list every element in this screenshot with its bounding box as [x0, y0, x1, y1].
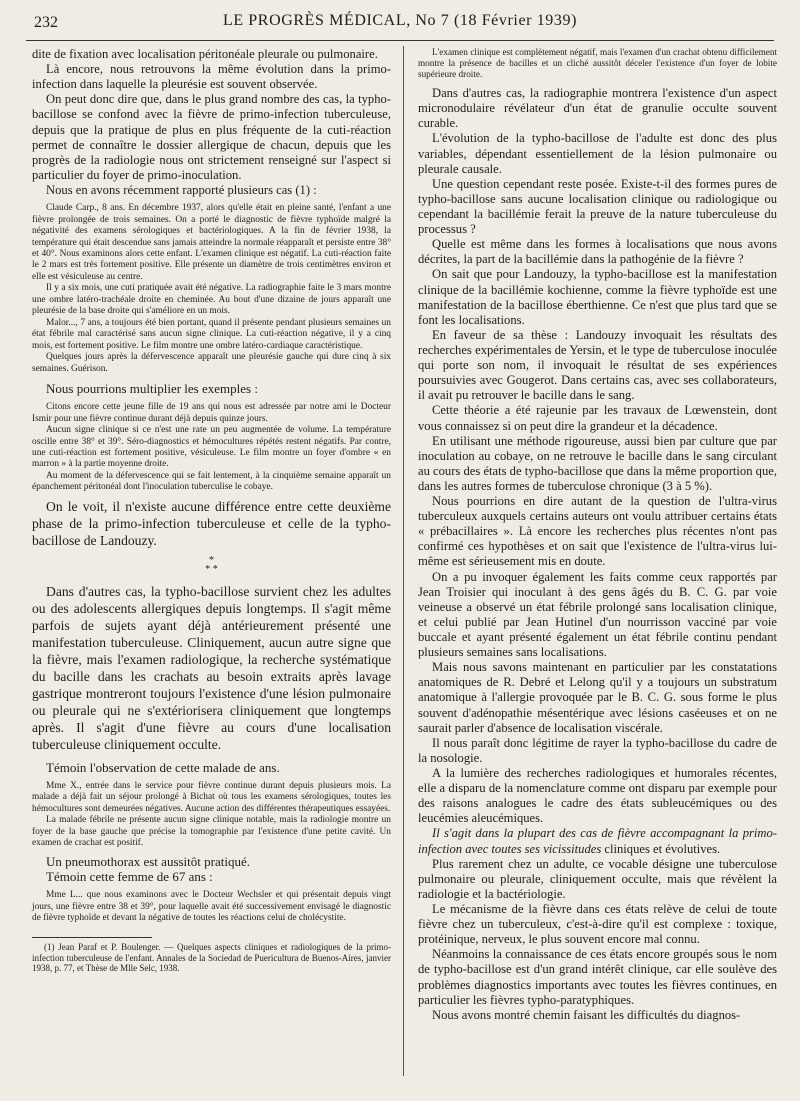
italic-emphasis: Il s'agit dans la plupart des cas de fièvre accompagnant la primo-infection avec toutes ses vicissitudes	[418, 826, 777, 856]
page-number: 232	[34, 14, 58, 31]
paragraph: En utilisant une méthode rigoureuse, aussi bien par culture que par inoculation au cobaye, on ne retrouve le bacille dans le sang circulant au cours des états de typho-bacillose que dans la même proportion que, dans les autres formes de tuberculose chronique (3 à 5 %).	[418, 433, 777, 493]
case-report: Au moment de la défervescence qui se fait lentement, à la cinquième semaine apparaît un épanchement péritonéal dont l'inoculation tuberculise le cobaye.	[32, 470, 391, 493]
case-report: Mme X., entrée dans le service pour fièvre continue durant depuis plusieurs mois. La malade a déjà fait un séjour prolongé à Bichat où tous les examens sérologiques, toutes les hémocultures sont demeurées négatives. Aucune action des différentes thérapeutiques essayées.	[32, 780, 391, 814]
page-header	[26, 12, 774, 36]
paragraph: Cette théorie a été rajeunie par les travaux de Lœwenstein, dont vous connaissez si on peut dire la grandeur et la décadence.	[418, 403, 777, 433]
section-heading: Nous pourrions multiplier les exemples :	[46, 381, 258, 397]
section-heading: Un pneumothorax est aussitôt pratiqué.	[46, 854, 250, 870]
footnote-rule	[32, 937, 152, 938]
paragraph: Dans d'autres cas, la typho-bacillose survient chez les adultes ou des adolescents allergiques depuis longtemps. Il s'agit même parfois de sujets ayant déjà antérieurement présenté une manifestation tuberculeuse. Cliniquement, aucun autre signe que la fièvre, mais l'examen radiologique, la recherche systématique du bacille dans les crachats au besoin extraits après lavage gastrique montreront toujours l'existence d'une lésion pulmonaire ou pleurale qui ne s'extériorisera cliniquement que longtemps après. Il s'agit d'une fièvre au cours d'une localisation tuberculeuse cliniquement occulte.	[32, 583, 391, 752]
section-heading: Témoin cette femme de 67 ans :	[46, 869, 213, 885]
paragraph: Nous en avons récemment rapporté plusieurs cas (1) :	[46, 182, 317, 197]
paragraph: On sait que pour Landouzy, la typho-bacillose est la manifestation clinique de la bacillémie kochienne, comme la fièvre typhoïde est une manifestation de la bacillose éberthienne. Ce n'est que plus tard que se font les localisations.	[418, 267, 777, 327]
paragraph: Plus rarement chez un adulte, ce vocable désigne une tuberculose pulmonaire ou pleurale, cliniquement occulte, mais que révèlent la radiologie et la bactériologie.	[418, 856, 777, 901]
case-report: Mme L... que nous examinons avec le Docteur Wechsler et qui présentait depuis vingt jours, une fièvre entre 38 et 39°, pour laquelle avait été successivement envisagé le diagnostic de fièvre typhoïde et devant la négative de toutes les réactions celui de cholécystite.	[32, 890, 391, 924]
column-divider	[403, 46, 404, 1076]
paragraph: Néanmoins la connaissance de ces états encore groupés sous le nom de typho-bacillose est d'un grand intérêt clinique, car elle soulève des problèmes diagnostics importants avec toutes les fièvres continues, en particulier les fièvres typho-paratyphiques.	[418, 947, 777, 1007]
paragraph: Là encore, nous retrouvons la même évolution dans la primo-infection dans laquelle la pleurésie est souvent observée.	[32, 62, 391, 92]
paragraph: Il nous paraît donc légitime de rayer la typho-bacillose du cadre de la nosologie.	[418, 735, 777, 765]
case-report: Il y a six mois, une cuti pratiquée avait été négative. La radiographie faite le 3 mars montre une ombre latéro-trachéale droite en cheminée. Au bout d'une dizaine de jours apparaît une pleurésie de la base droite qui s'améliore en un mois.	[32, 283, 391, 317]
paragraph: Nous pourrions en dire autant de la question de l'ultra-virus tuberculeux auxquels certains auteurs ont voulu attribuer certains états « prébacillaires ». Là encore les recherches plus récentes n'ont pas confirmé ces hypothèses et on sait que l'existence de l'ultra-virus lui-même est sérieusement mis en doute.	[418, 494, 777, 569]
paragraph: On peut donc dire que, dans le plus grand nombre des cas, la typho-bacillose se confond avec la fièvre de primo-infection tuberculeuse, depuis que la pratique de plus en plus fréquente de la cuti-réaction permet de connaître le dossier allergique de chacun, depuis que les progrès de la radiologie nous ont strictement renseigné sur l'aspect si particulier du foyer de primo-inoculation.	[32, 92, 391, 182]
case-report: La malade fébrile ne présente aucun signe clinique notable, mais la radiologie montre un foyer de la base gauche que précise la tomographie par l'existence d'une petite cavité. Un examen de crachat est positif.	[32, 815, 391, 849]
header-rule	[26, 40, 774, 41]
paragraph: Nous avons montré chemin faisant les difficultés du diagnos-	[432, 1007, 741, 1022]
journal-title: LE PROGRÈS MÉDICAL, No 7 (18 Février 1939)	[222, 12, 578, 29]
paragraph: A la lumière des recherches radiologiques et humorales récentes, elle a disparu de la nomenclature comme ont disparu par exemple pour des raisons analogues le cadre des états subleucémiques ou des leucémies aleucémiques.	[418, 766, 777, 826]
paragraph	[418, 826, 777, 856]
case-report: Citons encore cette jeune fille de 19 ans qui nous est adressée par notre ami le Docteur Ismir pour une fièvre continue durant déjà depuis quinze jours.	[32, 402, 391, 424]
paragraph: Le mécanisme de la fièvre dans ces états relève de celui de toute fièvre chez un tuberculeux, c'est-à-dire qu'il est complexe : toxique, protéinique, nerveux, le plus souvent encore mal connu.	[418, 902, 777, 947]
paragraph: dite de fixation avec localisation péritonéale pleurale ou pulmonaire.	[32, 47, 378, 61]
section-heading: Témoin l'observation de cette malade de ans.	[46, 759, 280, 775]
case-report: Quelques jours après la défervescence apparaît une pleurésie gauche qui dure cinq à six semaines. Guérison.	[32, 352, 391, 374]
left-column	[32, 47, 391, 974]
paragraph: Dans d'autres cas, la radiographie montrera l'existence d'un aspect micronodulaire révélateur d'un état de granulie occulte souvent curable.	[418, 86, 777, 131]
case-report: L'examen clinique est complètement négatif, mais l'examen d'un crachat obtenu difficilement montre la présence de bacilles et un cliché aussitôt déceler l'existence d'un foyer de lobite supérieure droite.	[418, 47, 777, 80]
footnote: (1) Jean Paraf et P. Boulenger. — Quelques aspects cliniques et radiologiques de la primo-infection tuberculeuse de l'enfant. Annales de la Sociedad de Puericultura de Buenos-Aires, janvier 1938, p. 77, et Thèse de Mlle Selc, 1938.	[32, 941, 391, 974]
paragraph: On a pu invoquer également les faits comme ceux rapportés par Jean Troisier qui inoculant à des gens âgés du B. C. G. par voie veineuse a observé un état fébrile prolongé sans localisation clinique, et celui publié par Jean Hutinel d'un nourrisson vacciné par voie buccale et ayant présenté également un état fébrile continu pendant plusieurs semaines sans localisations.	[418, 569, 777, 660]
text-span: cliniques et évolutives.	[601, 841, 721, 856]
paragraph: Quelle est même dans les formes à localisations que nous avons décrites, la part de la bacillémie dans la pathogénie de la fièvre ?	[418, 237, 777, 267]
paragraph: En faveur de sa thèse : Landouzy invoquait les résultats des recherches expérimentales de Yersin, et le type de tuberculose inoculée qui porte son nom, il invoquait le résultat de ses expériences poursuivies avec Gougerot. Dans certains cas, avec ses collaborateurs, il avait pu retrouver le bacille dans le sang.	[418, 327, 777, 403]
right-column	[418, 47, 777, 1023]
paragraph: Mais nous savons maintenant en particulier par les constatations anatomiques de R. Debré et Lelong qu'il y a toujours un substratum anatomique à l'allergie provoquée par le B. C. G. sous forme le plus souvent d'adénopathie mésentérique avec lésions caséeuses et on ne saurait parler d'absence de localisation viscérale.	[418, 660, 777, 735]
paragraph: Une question cependant reste posée. Existe-t-il des formes pures de typho-bacillose sans aucune localisation clinique ou radiologique ou cependant la bacillémie ferait la preuve de la nature tuberculeuse du processus ?	[418, 176, 777, 237]
case-report: Aucun signe clinique si ce n'est une rate un peu augmentée de volume. La température oscille entre 38° et 39°. Séro-diagnostics et hémocultures répétés restent négatifs. Par contre, une cuti-réaction est fortement positive, vésiculeuse. Le film montre un foyer d'ombre « en marron » à la partie moyenne droite.	[32, 425, 391, 470]
case-report: Claude Carp., 8 ans. En décembre 1937, alors qu'elle était en pleine santé, l'enfant a une fièvre prolongée de trois semaines. On a porté le diagnostic de fièvre typhoïde malgré la négativité des examens sérologiques et bactériologiques. A la fin de février 1938, la température qui était descendue sans jamais atteindre la normale réapparaît et persiste entre 38° et 40°. Nous examinons alors cette enfant. L'examen clinique est négatif. La cuti-réaction faite le 2 mars est très fortement positive. Elle présente un diamètre de trois centimètres environ et elle est vésiculeuse au centre.	[32, 203, 391, 282]
case-report: Malor..., 7 ans, a toujours été bien portant, quand il présente pendant plusieurs semaines un état fébrile mal caractérisé sans aucun signe clinique. La cuti-réaction négative, il y a cinq mois, est fortement positive. Le film montre une ombre latéro-cardiaque caractéristique.	[32, 317, 391, 351]
paragraph: L'évolution de la typho-bacillose de l'adulte est donc des plus variables, dépendant essentiellement de la lésion pulmonaire ou pleurale causale.	[418, 131, 777, 176]
section-separator: * * *	[205, 554, 218, 575]
paragraph: On le voit, il n'existe aucune différence entre cette deuxième phase de la primo-infection tuberculeuse et celle de la typho-bacillose de Landouzy.	[32, 498, 391, 548]
